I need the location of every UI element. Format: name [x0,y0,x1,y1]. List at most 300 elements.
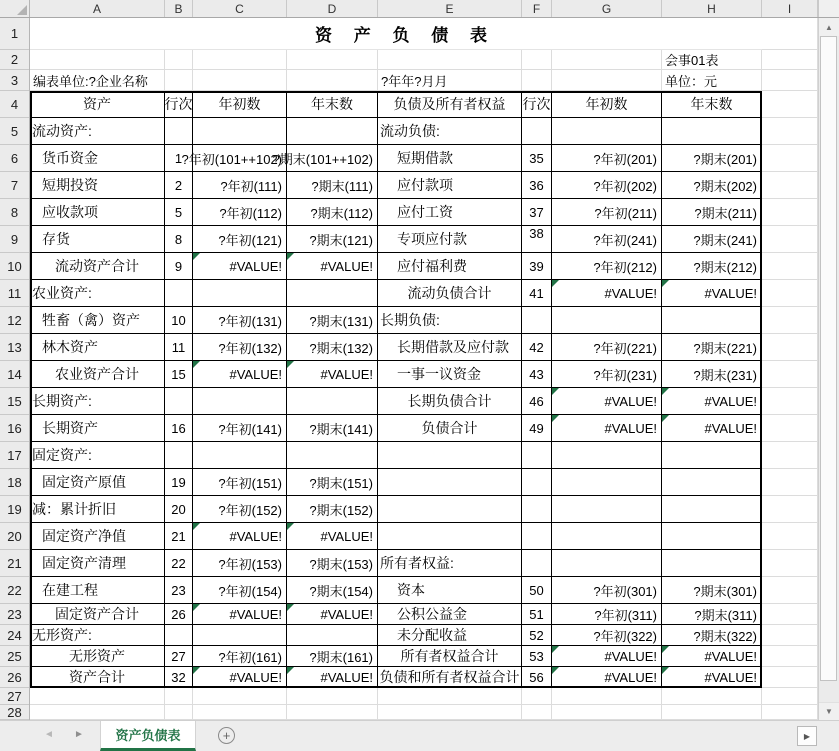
cell-D19[interactable]: ?期末(152) [287,496,378,523]
sheet-tab-bar [0,720,839,751]
cell-F23[interactable]: 51 [522,604,552,625]
cell-I8[interactable] [762,199,818,226]
cell-C20[interactable]: #VALUE! [193,523,287,550]
cell-F15[interactable]: 46 [522,388,552,415]
cell-I1[interactable] [762,18,818,50]
scroll-down-button[interactable]: ▼ [819,702,839,720]
cell-I15[interactable] [762,388,818,415]
cell-I4[interactable] [762,91,818,118]
cell-D8[interactable]: ?期末(112) [287,199,378,226]
cell-H3[interactable]: 单位：元 [662,70,762,91]
row-header-28[interactable]: 28 [0,705,29,720]
cell-I16[interactable] [762,415,818,442]
row-header-8[interactable]: 8 [0,199,29,226]
cell-D15[interactable] [287,388,378,415]
cell-H12[interactable] [662,307,762,334]
cell-A17[interactable]: 固定资产: [30,442,165,469]
cell-G27[interactable] [552,688,662,705]
cell-D11[interactable] [287,280,378,307]
cell-B20[interactable]: 21 [165,523,193,550]
cell-H2[interactable]: 会事01表 [662,50,762,70]
cell-I26[interactable] [762,667,818,688]
cell-A2[interactable] [30,50,165,70]
cell-H6[interactable]: ?期末(201) [662,145,762,172]
error-indicator-icon [193,604,200,611]
cell-F16[interactable]: 49 [522,415,552,442]
cell-G23[interactable]: ?年初(311) [552,604,662,625]
cell-I20[interactable] [762,523,818,550]
cell-E16[interactable]: 负债合计 [378,415,522,442]
cell-G14[interactable]: ?年初(231) [552,361,662,388]
error-indicator-icon [552,280,559,287]
cell-B4[interactable]: 行次 [165,91,193,118]
cell-B8[interactable]: 5 [165,199,193,226]
row-header-15[interactable]: 15 [0,388,29,415]
error-indicator-icon [287,253,294,260]
cell-C5[interactable] [193,118,287,145]
cell-I19[interactable] [762,496,818,523]
cell-B2[interactable] [165,50,193,70]
cell-A16[interactable]: 长期资产 [30,415,165,442]
cell-C7[interactable]: ?年初(111) [193,172,287,199]
cell-E25[interactable]: 所有者权益合计 [378,646,522,667]
cell-F9[interactable]: 38 [522,226,552,253]
cell-I3[interactable] [762,70,818,91]
cell-A14[interactable]: 农业资产合计 [30,361,165,388]
row-header-1[interactable]: 1 [0,18,29,50]
cell-C9[interactable]: ?年初(121) [193,226,287,253]
vertical-scrollbar-thumb[interactable] [820,36,837,681]
row-header-19[interactable]: 19 [0,496,29,523]
cell-F27[interactable] [522,688,552,705]
cell-D18[interactable]: ?期末(151) [287,469,378,496]
cell-B5[interactable] [165,118,193,145]
cell-F4[interactable]: 行次 [522,91,552,118]
cell-H23[interactable]: ?期末(311) [662,604,762,625]
cell-H16[interactable]: #VALUE! [662,415,762,442]
cell-H21[interactable] [662,550,762,577]
cell-B10[interactable]: 9 [165,253,193,280]
cell-G16[interactable]: #VALUE! [552,415,662,442]
cell-D2[interactable] [287,50,378,70]
cell-I24[interactable] [762,625,818,646]
row-header-6[interactable]: 6 [0,145,29,172]
cell-G22[interactable]: ?年初(301) [552,577,662,604]
cell-C13[interactable]: ?年初(132) [193,334,287,361]
cell-B7[interactable]: 2 [165,172,193,199]
cell-H8[interactable]: ?期末(211) [662,199,762,226]
row-header-18[interactable]: 18 [0,469,29,496]
cell-A20[interactable]: 固定资产净值 [30,523,165,550]
cell-I11[interactable] [762,280,818,307]
cell-G9[interactable]: ?年初(241) [552,226,662,253]
cell-F19[interactable] [522,496,552,523]
cell-G6[interactable]: ?年初(201) [552,145,662,172]
cell-D3[interactable] [287,70,378,91]
cell-A22[interactable]: 在建工程 [30,577,165,604]
cell-D4[interactable]: 年末数 [287,91,378,118]
cell-G20[interactable] [552,523,662,550]
cell-H15[interactable]: #VALUE! [662,388,762,415]
cell-I6[interactable] [762,145,818,172]
error-indicator-icon [193,253,200,260]
cell-B25[interactable]: 27 [165,646,193,667]
cell-C17[interactable] [193,442,287,469]
cell-D6[interactable]: ?期末(101++102) [287,145,378,172]
cell-H10[interactable]: ?期末(212) [662,253,762,280]
select-all-corner[interactable] [0,0,30,17]
cell-G25[interactable]: #VALUE! [552,646,662,667]
cell-B17[interactable] [165,442,193,469]
cell-D28[interactable] [287,705,378,720]
cell-G17[interactable] [552,442,662,469]
cell-H4[interactable]: 年末数 [662,91,762,118]
cell-B13[interactable]: 11 [165,334,193,361]
row-header-2[interactable]: 2 [0,50,29,70]
cell-H18[interactable] [662,469,762,496]
cell-D7[interactable]: ?期末(111) [287,172,378,199]
row-header-26[interactable]: 26 [0,667,29,688]
cell-C3[interactable] [193,70,287,91]
row-header-5[interactable]: 5 [0,118,29,145]
cell-G21[interactable] [552,550,662,577]
cell-I17[interactable] [762,442,818,469]
cell-I13[interactable] [762,334,818,361]
cell-H20[interactable] [662,523,762,550]
cell-H14[interactable]: ?期末(231) [662,361,762,388]
cell-A9[interactable]: 存货 [30,226,165,253]
select-all-triangle-icon [17,5,27,15]
cell-C16[interactable]: ?年初(141) [193,415,287,442]
cell-I18[interactable] [762,469,818,496]
cell-E11[interactable]: 流动负债合计 [378,280,522,307]
cell-F2[interactable] [522,50,552,70]
cell-C6[interactable]: ?年初(101++102) [193,145,287,172]
cell-F28[interactable] [522,705,552,720]
cell-G2[interactable] [552,50,662,70]
cell-B6[interactable]: 1 [165,145,193,172]
vertical-scrollbar[interactable] [818,18,839,720]
cell-A8[interactable]: 应收款项 [30,199,165,226]
sheet-tab-active[interactable] [100,721,196,751]
row-header-9[interactable]: 9 [0,226,29,253]
cell-E17[interactable] [378,442,522,469]
cell-I27[interactable] [762,688,818,705]
cell-C2[interactable] [193,50,287,70]
cell-G26[interactable]: #VALUE! [552,667,662,688]
cell-D20[interactable]: #VALUE! [287,523,378,550]
cell-C11[interactable] [193,280,287,307]
cell-E9[interactable]: 专项应付款 [378,226,522,253]
cell-G7[interactable]: ?年初(202) [552,172,662,199]
cell-F20[interactable] [522,523,552,550]
cell-E4[interactable]: 负债及所有者权益 [378,91,522,118]
cell-F12[interactable] [522,307,552,334]
cell-A18[interactable]: 固定资产原值 [30,469,165,496]
cell-C26[interactable]: #VALUE! [193,667,287,688]
column-header-C[interactable]: C [193,0,287,17]
cell-D22[interactable]: ?期末(154) [287,577,378,604]
cell-E26[interactable]: 负债和所有者权益合计 [378,667,522,688]
cell-B14[interactable]: 15 [165,361,193,388]
cell-G4[interactable]: 年初数 [552,91,662,118]
cell-G8[interactable]: ?年初(211) [552,199,662,226]
cell-I21[interactable] [762,550,818,577]
column-header-H[interactable]: H [662,0,762,17]
cell-G12[interactable] [552,307,662,334]
cell-H19[interactable] [662,496,762,523]
cell-E28[interactable] [378,705,522,720]
cell-A11[interactable]: 农业资产: [30,280,165,307]
cell-G5[interactable] [552,118,662,145]
row-header-22[interactable]: 22 [0,577,29,604]
cell-H17[interactable] [662,442,762,469]
row-header-11[interactable]: 11 [0,280,29,307]
cell-D16[interactable]: ?期末(141) [287,415,378,442]
cell-H22[interactable]: ?期末(301) [662,577,762,604]
cell-E7[interactable]: 应付款项 [378,172,522,199]
next-sheet-icon[interactable]: ► [74,729,84,740]
add-sheet-button[interactable]: + [218,727,235,744]
cell-G13[interactable]: ?年初(221) [552,334,662,361]
cell-I9[interactable] [762,226,818,253]
cell-C14[interactable]: #VALUE! [193,361,287,388]
cell-B16[interactable]: 16 [165,415,193,442]
cell-G10[interactable]: ?年初(212) [552,253,662,280]
cell-E24[interactable]: 未分配收益 [378,625,522,646]
cell-A23[interactable]: 固定资产合计 [30,604,165,625]
cell-B24[interactable] [165,625,193,646]
cell-I7[interactable] [762,172,818,199]
row-header-3[interactable]: 3 [0,70,29,91]
hscroll-right-button[interactable]: ▶ [797,726,817,746]
cell-D17[interactable] [287,442,378,469]
cell-H26[interactable]: #VALUE! [662,667,762,688]
cell-I28[interactable] [762,705,818,720]
cell-D14[interactable]: #VALUE! [287,361,378,388]
cell-H9[interactable]: ?期末(241) [662,226,762,253]
cell-D5[interactable] [287,118,378,145]
report-title-cell[interactable]: 资 产 负 债 表 [30,18,762,50]
cell-E27[interactable] [378,688,522,705]
row-header-24[interactable]: 24 [0,625,29,646]
cell-D23[interactable]: #VALUE! [287,604,378,625]
cell-G24[interactable]: ?年初(322) [552,625,662,646]
cell-H25[interactable]: #VALUE! [662,646,762,667]
column-header-B[interactable]: B [165,0,193,17]
cell-A3[interactable]: 编表单位:?企业名称 [30,70,165,91]
row-header-23[interactable]: 23 [0,604,29,625]
sheet-main [0,18,839,720]
cell-D10[interactable]: #VALUE! [287,253,378,280]
error-indicator-icon [552,388,559,395]
cell-F14[interactable]: 43 [522,361,552,388]
cell-C25[interactable]: ?年初(161) [193,646,287,667]
column-header-I[interactable]: I [762,0,818,17]
cell-H27[interactable] [662,688,762,705]
cell-A7[interactable]: 短期投资 [30,172,165,199]
cell-F26[interactable]: 56 [522,667,552,688]
row-header-14[interactable]: 14 [0,361,29,388]
cell-F18[interactable] [522,469,552,496]
cell-F25[interactable]: 53 [522,646,552,667]
cell-A6[interactable]: 货币资金 [30,145,165,172]
cell-D27[interactable] [287,688,378,705]
row-header-13[interactable]: 13 [0,334,29,361]
cell-F6[interactable]: 35 [522,145,552,172]
cell-C18[interactable]: ?年初(151) [193,469,287,496]
cell-H5[interactable] [662,118,762,145]
cell-B3[interactable] [165,70,193,91]
cell-C8[interactable]: ?年初(112) [193,199,287,226]
row-header-20[interactable]: 20 [0,523,29,550]
cell-D12[interactable]: ?期末(131) [287,307,378,334]
cell-E10[interactable]: 应付福利费 [378,253,522,280]
prev-sheet-icon[interactable]: ◄ [44,729,54,740]
row-header-27[interactable]: 27 [0,688,29,705]
cell-E14[interactable]: 一事一议资金 [378,361,522,388]
cell-H7[interactable]: ?期末(202) [662,172,762,199]
cell-I14[interactable] [762,361,818,388]
cell-B18[interactable]: 19 [165,469,193,496]
row-header-10[interactable]: 10 [0,253,29,280]
cell-D21[interactable]: ?期末(153) [287,550,378,577]
cell-C28[interactable] [193,705,287,720]
cell-F7[interactable]: 36 [522,172,552,199]
cell-A24[interactable]: 无形资产: [30,625,165,646]
cell-D13[interactable]: ?期末(132) [287,334,378,361]
row-header-7[interactable]: 7 [0,172,29,199]
cell-B23[interactable]: 26 [165,604,193,625]
cell-I2[interactable] [762,50,818,70]
cell-B27[interactable] [165,688,193,705]
cell-I23[interactable] [762,604,818,625]
cell-F3[interactable] [522,70,552,91]
cell-B11[interactable] [165,280,193,307]
cell-E20[interactable] [378,523,522,550]
cell-F5[interactable] [522,118,552,145]
cell-D24[interactable] [287,625,378,646]
cell-B21[interactable]: 22 [165,550,193,577]
cell-E3[interactable]: ?年年?月月 [378,70,522,91]
cell-E13[interactable]: 长期借款及应付款 [378,334,522,361]
cell-A25[interactable]: 无形资产 [30,646,165,667]
column-header-G[interactable]: G [552,0,662,17]
row-header-25[interactable]: 25 [0,646,29,667]
cell-H24[interactable]: ?期末(322) [662,625,762,646]
cell-C10[interactable]: #VALUE! [193,253,287,280]
cell-B15[interactable] [165,388,193,415]
cell-I22[interactable] [762,577,818,604]
cell-A19[interactable]: 减：累计折旧 [30,496,165,523]
cell-F13[interactable]: 42 [522,334,552,361]
cell-E2[interactable] [378,50,522,70]
column-header-D[interactable]: D [287,0,378,17]
cell-H13[interactable]: ?期末(221) [662,334,762,361]
cell-A21[interactable]: 固定资产清理 [30,550,165,577]
column-header-E[interactable]: E [378,0,522,17]
cell-I25[interactable] [762,646,818,667]
cell-C4[interactable]: 年初数 [193,91,287,118]
cell-A10[interactable]: 流动资产合计 [30,253,165,280]
cell-I5[interactable] [762,118,818,145]
cell-F8[interactable]: 37 [522,199,552,226]
cell-A15[interactable]: 长期资产: [30,388,165,415]
cell-E8[interactable]: 应付工资 [378,199,522,226]
cell-E21[interactable]: 所有者权益: [378,550,522,577]
cell-E18[interactable] [378,469,522,496]
row-header-21[interactable]: 21 [0,550,29,577]
cell-G28[interactable] [552,705,662,720]
cell-C24[interactable] [193,625,287,646]
cell-A28[interactable] [30,705,165,720]
scroll-up-button[interactable]: ▲ [819,18,839,36]
cell-F17[interactable] [522,442,552,469]
cell-G3[interactable] [552,70,662,91]
cell-E15[interactable]: 长期负债合计 [378,388,522,415]
cell-G15[interactable]: #VALUE! [552,388,662,415]
cell-I12[interactable] [762,307,818,334]
cell-E19[interactable] [378,496,522,523]
cell-F11[interactable]: 41 [522,280,552,307]
cell-H28[interactable] [662,705,762,720]
column-header-F[interactable]: F [522,0,552,17]
cell-G11[interactable]: #VALUE! [552,280,662,307]
cell-C23[interactable]: #VALUE! [193,604,287,625]
cell-E12[interactable]: 长期负债: [378,307,522,334]
cell-E23[interactable]: 公积公益金 [378,604,522,625]
row-header-17[interactable]: 17 [0,442,29,469]
cell-E5[interactable]: 流动负债: [378,118,522,145]
cell-B9[interactable]: 8 [165,226,193,253]
cell-F22[interactable]: 50 [522,577,552,604]
cell-A13[interactable]: 林木资产 [30,334,165,361]
cell-D25[interactable]: ?期末(161) [287,646,378,667]
cell-B12[interactable]: 10 [165,307,193,334]
cell-A12[interactable]: 牲畜（禽）资产 [30,307,165,334]
row-header-12[interactable]: 12 [0,307,29,334]
cell-H11[interactable]: #VALUE! [662,280,762,307]
cell-G18[interactable] [552,469,662,496]
cell-B26[interactable]: 32 [165,667,193,688]
cell-E6[interactable]: 短期借款 [378,145,522,172]
cell-F21[interactable] [522,550,552,577]
cell-C19[interactable]: ?年初(152) [193,496,287,523]
cell-G19[interactable] [552,496,662,523]
cell-A5[interactable]: 流动资产: [30,118,165,145]
column-header-A[interactable]: A [30,0,165,17]
cell-C15[interactable] [193,388,287,415]
cell-C22[interactable]: ?年初(154) [193,577,287,604]
cell-B19[interactable]: 20 [165,496,193,523]
cell-F24[interactable]: 52 [522,625,552,646]
row-header-16[interactable]: 16 [0,415,29,442]
cell-B22[interactable]: 23 [165,577,193,604]
row-header-4[interactable]: 4 [0,91,29,118]
cell-C21[interactable]: ?年初(153) [193,550,287,577]
cell-C12[interactable]: ?年初(131) [193,307,287,334]
cell-E22[interactable]: 资本 [378,577,522,604]
cell-D9[interactable]: ?期末(121) [287,226,378,253]
cell-B28[interactable] [165,705,193,720]
cell-C27[interactable] [193,688,287,705]
cell-A27[interactable] [30,688,165,705]
cell-A26[interactable]: 资产合计 [30,667,165,688]
cell-D26[interactable]: #VALUE! [287,667,378,688]
cell-I10[interactable] [762,253,818,280]
cell-A4[interactable]: 资产 [30,91,165,118]
cell-F10[interactable]: 39 [522,253,552,280]
